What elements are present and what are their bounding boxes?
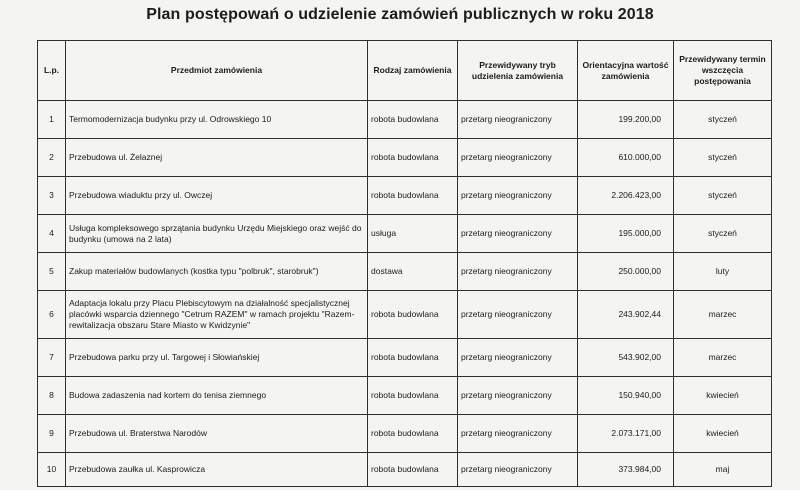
type-cell: robota budowlana — [368, 177, 458, 215]
value-cell: 243.902,44 — [578, 291, 674, 339]
term-cell: styczeń — [674, 139, 772, 177]
subject-cell: Usługa kompleksowego sprzątania budynku Urzędu Miejskiego oraz wejść do budynku (umowa na 2 lata) — [66, 215, 368, 253]
lp-cell: 7 — [38, 339, 66, 377]
lp-cell: 5 — [38, 253, 66, 291]
value-cell: 2.206.423,00 — [578, 177, 674, 215]
type-cell: robota budowlana — [368, 339, 458, 377]
subject-cell: Przebudowa ul. Żelaznej — [66, 139, 368, 177]
table-row — [38, 453, 772, 487]
lp-cell: 8 — [38, 377, 66, 415]
mode-cell: przetarg nieograniczony — [458, 339, 578, 377]
lp-cell: 3 — [38, 177, 66, 215]
type-cell: robota budowlana — [368, 453, 458, 487]
subject-cell: Termomodernizacja budynku przy ul. Odrowskiego 10 — [66, 101, 368, 139]
type-cell: robota budowlana — [368, 291, 458, 339]
subject-cell: Adaptacja lokalu przy Placu Plebiscytowym na działalność specjalistycznej placówki wsparcia dziennego "Cetrum RAZEM" w ramach projektu "Razem-rewitalizacja obszaru Stare Miasto w Kwidzynie" — [66, 291, 368, 339]
mode-cell: przetarg nieograniczony — [458, 215, 578, 253]
table-row — [38, 139, 772, 177]
column-header-lp: L.p. — [38, 41, 66, 101]
column-header-type: Rodzaj zamówienia — [368, 41, 458, 101]
lp-cell: 10 — [38, 453, 66, 487]
lp-cell: 2 — [38, 139, 66, 177]
table-row — [38, 101, 772, 139]
lp-cell: 6 — [38, 291, 66, 339]
term-cell: styczeń — [674, 177, 772, 215]
term-cell: marzec — [674, 291, 772, 339]
mode-cell: przetarg nieograniczony — [458, 253, 578, 291]
table-row — [38, 415, 772, 453]
column-header-term: Przewidywany termin wszczęcia postępowania — [674, 41, 772, 101]
type-cell: robota budowlana — [368, 101, 458, 139]
term-cell: maj — [674, 453, 772, 487]
mode-cell: przetarg nieograniczony — [458, 177, 578, 215]
mode-cell: przetarg nieograniczony — [458, 377, 578, 415]
table-row — [38, 339, 772, 377]
term-cell: luty — [674, 253, 772, 291]
header-row — [38, 41, 772, 101]
value-cell: 543.902,00 — [578, 339, 674, 377]
value-cell: 373.984,00 — [578, 453, 674, 487]
table-row — [38, 215, 772, 253]
term-cell: kwiecień — [674, 415, 772, 453]
subject-cell: Przebudowa ul. Braterstwa Narodów — [66, 415, 368, 453]
page-title: Plan postępowań o udzielenie zamówień publicznych w roku 2018 — [146, 6, 654, 23]
subject-cell: Przebudowa wiaduktu przy ul. Owczej — [66, 177, 368, 215]
type-cell: usługa — [368, 215, 458, 253]
subject-cell: Budowa zadaszenia nad kortem do tenisa ziemnego — [66, 377, 368, 415]
mode-cell: przetarg nieograniczony — [458, 101, 578, 139]
lp-cell: 4 — [38, 215, 66, 253]
value-cell: 610.000,00 — [578, 139, 674, 177]
term-cell: styczeń — [674, 101, 772, 139]
mode-cell: przetarg nieograniczony — [458, 415, 578, 453]
column-header-mode: Przewidywany tryb udzielenia zamówienia — [458, 41, 578, 101]
value-cell: 2.073.171,00 — [578, 415, 674, 453]
table-row — [38, 291, 772, 339]
lp-cell: 1 — [38, 101, 66, 139]
procurement-plan-table — [37, 40, 772, 487]
type-cell: robota budowlana — [368, 139, 458, 177]
mode-cell: przetarg nieograniczony — [458, 453, 578, 487]
column-header-subject: Przedmiot zamówienia — [66, 41, 368, 101]
term-cell: kwiecień — [674, 377, 772, 415]
value-cell: 195.000,00 — [578, 215, 674, 253]
mode-cell: przetarg nieograniczony — [458, 139, 578, 177]
term-cell: marzec — [674, 339, 772, 377]
subject-cell: Przebudowa zaułka ul. Kasprowicza — [66, 453, 368, 487]
type-cell: robota budowlana — [368, 377, 458, 415]
column-header-value: Orientacyjna wartość zamówienia — [578, 41, 674, 101]
subject-cell: Przebudowa parku przy ul. Targowej i Słowiańskiej — [66, 339, 368, 377]
table-row — [38, 253, 772, 291]
subject-cell: Zakup materiałów budowlanych (kostka typu "polbruk", starobruk") — [66, 253, 368, 291]
value-cell: 150.940,00 — [578, 377, 674, 415]
value-cell: 250.000,00 — [578, 253, 674, 291]
value-cell: 199.200,00 — [578, 101, 674, 139]
lp-cell: 9 — [38, 415, 66, 453]
table-row — [38, 377, 772, 415]
type-cell: dostawa — [368, 253, 458, 291]
mode-cell: przetarg nieograniczony — [458, 291, 578, 339]
term-cell: styczeń — [674, 215, 772, 253]
type-cell: robota budowlana — [368, 415, 458, 453]
table-row — [38, 177, 772, 215]
